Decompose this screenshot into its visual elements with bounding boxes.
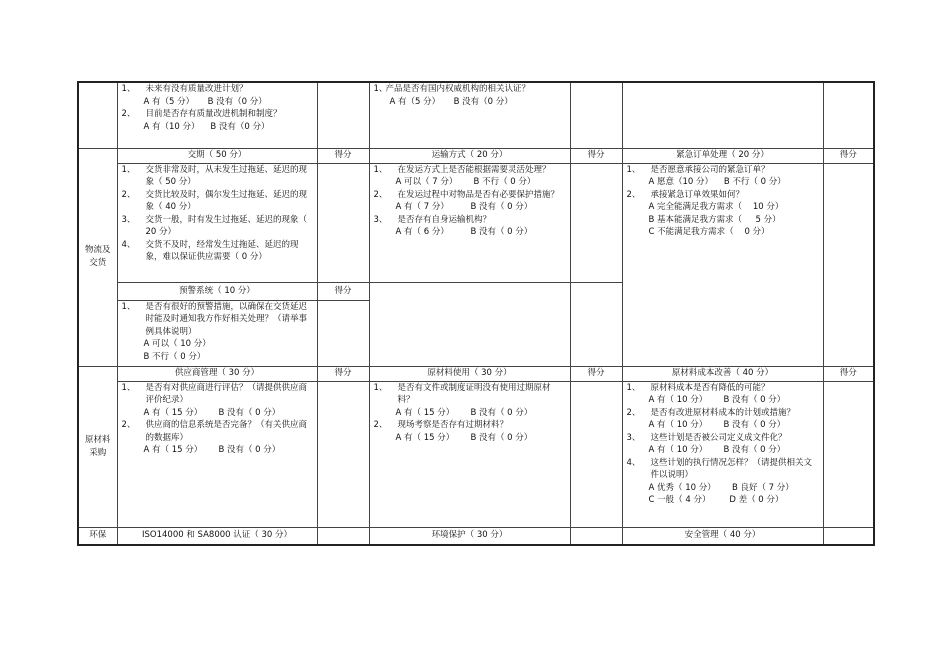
answer-options: A 有（10 分） B 没有（0 分）: [143, 121, 270, 132]
question: 2、 供应商的信息系统是否完备？（有关供应商的数据库）: [121, 420, 308, 443]
answer-options: A 优秀（ 10 分） B 良好（ 7 分） C 一般（ 4 分） D 差（ 0 分）: [648, 482, 794, 505]
score-cell[interactable]: [823, 527, 874, 545]
section-label-environment: 环保: [78, 527, 117, 545]
section-label-logistics: 物流及交货: [78, 148, 117, 366]
answer-options: A 有（ 15 分） B 没有（ 0 分）: [143, 407, 281, 418]
empty-cell: [622, 82, 823, 148]
safety-management-title: 安全管理（ 40 分）: [622, 527, 823, 545]
question: 1、 产品是否有国内权威机构的相关认证？: [373, 84, 531, 94]
question: 2、 交货比较及时，偶尔发生过拖延、延迟的现象（ 40 分）: [121, 189, 308, 212]
transport-title: 运输方式（ 20 分）: [369, 148, 570, 163]
question: 1、 在发运方式上是否能根据需要灵活处理？: [373, 164, 551, 175]
supplier-title: 供应商管理（ 30 分）: [117, 366, 317, 381]
question: 3、 这些计划是否被公司定义成文件化？: [626, 432, 787, 443]
answer-options: A 可以（ 7 分） B 不行（ 0 分）: [395, 177, 536, 187]
answer-options: A 有（ 10 分） B 没有（ 0 分）: [648, 395, 786, 405]
score-cell[interactable]: [317, 527, 369, 545]
environment-row: [78, 527, 874, 545]
score-label: 得分: [317, 148, 369, 163]
score-cell[interactable]: [317, 381, 369, 527]
answer-options: A 有（5 分） B 没有（0 分）: [143, 96, 267, 107]
question: 1、 是否有对供应商进行评估？（请提供供应商评价纪录）: [121, 382, 308, 405]
answer-options: A 完全能满足我方需求（ 10 分） B 基本能满足我方需求（ 5 分） C 不能满足我方需求（ 0 分）: [648, 202, 784, 237]
answer-options: A 愿意（10 分） B 不行（ 0 分）: [648, 177, 786, 187]
transport-cell: [369, 163, 570, 282]
score-label: 得分: [317, 366, 369, 381]
delivery-title: 交期（ 50 分）: [117, 148, 317, 163]
question: 4、 这些计划的执行情况怎样？（请提供相关文件以说明）: [626, 457, 813, 480]
score-cell[interactable]: [570, 381, 622, 527]
material-usage-cell: [369, 381, 570, 527]
supplier-cell: [117, 381, 317, 527]
logistics-header-row: [78, 148, 874, 163]
iso-certification-title: ISO14000 和 SA8000 认证（ 30 分）: [117, 527, 317, 545]
materials-header-row: [78, 366, 874, 381]
score-cell[interactable]: [317, 163, 369, 282]
answer-options: A 有（ 6 分） B 没有（ 0 分）: [395, 227, 533, 237]
warning-cell: [117, 300, 317, 366]
question: 2、 在发运过程中对物品是否有必要保护措施？: [373, 189, 560, 200]
score-label: 得分: [570, 366, 622, 381]
score-cell[interactable]: [570, 82, 622, 148]
question: 2、 是否有改进原材料成本的计划或措施？: [626, 407, 796, 418]
answer-options: A 有（ 15 分） B 没有（ 0 分）: [395, 407, 533, 418]
answer-options: A 有（ 15 分） B 没有（ 0 分）: [395, 432, 533, 443]
environment-protection-title: 环境保护（ 30 分）: [369, 527, 570, 545]
question: 1、 是否有文件或制度证明没有使用过期原材料？: [373, 382, 551, 405]
materials-body-row: [78, 381, 874, 527]
answer-options: A 有（ 10 分） B 没有（ 0 分）: [648, 445, 786, 455]
answer-options: A 有（ 10 分） B 没有（ 0 分）: [648, 420, 786, 430]
answer-options: A 有（ 15 分） B 没有（ 0 分）: [143, 445, 281, 455]
section-cell-empty: [78, 82, 117, 148]
score-cell[interactable]: [823, 163, 874, 366]
answer-options: A 有（5 分） B 没有（0 分）: [389, 96, 513, 107]
evaluation-table: [77, 81, 875, 546]
section-label-materials: 原材料采购: [78, 366, 117, 527]
question: 1、 未来有没有质量改进计划？: [121, 84, 248, 94]
score-label: 得分: [823, 148, 874, 163]
question: 1、 原材料成本是否有降低的可能？: [626, 382, 770, 393]
score-cell[interactable]: [317, 300, 369, 366]
score-label: 得分: [570, 148, 622, 163]
logistics-body-row: [78, 163, 874, 282]
score-cell[interactable]: [823, 381, 874, 527]
certification-cell: [369, 82, 570, 148]
question: 2、 现场考察是否存有过期材料？: [373, 420, 509, 430]
material-usage-title: 原材料使用（ 30 分）: [369, 366, 570, 381]
empty-cell: [369, 282, 570, 366]
question: 4、 交货不及时，经常发生过拖延、延迟的现象，难以保证供应需要（ 0 分）: [121, 239, 299, 262]
score-cell[interactable]: [823, 82, 874, 148]
question: 1、 是否有很好的预警措施，以确保在交货延迟时能及时通知我方作好相关处理？（请举事例具体说明）: [121, 301, 308, 337]
urgent-order-cell: [622, 163, 823, 366]
score-cell[interactable]: [570, 163, 622, 282]
urgent-order-title: 紧急订单处理（ 20 分）: [622, 148, 823, 163]
question: 1、 是否愿意承接公司的紧急订单？: [626, 164, 770, 175]
material-cost-title: 原材料成本改善（ 40 分）: [622, 366, 823, 381]
answer-options: A 有（ 7 分） B 没有（ 0 分）: [395, 202, 533, 212]
answer-options: A 可以（ 10 分） B 不行（ 0 分）: [143, 339, 211, 362]
question: 3、 是否存有自身运输机构？: [373, 214, 492, 225]
question: 2、 目前是否存有质量改进机制和制度？: [121, 109, 282, 119]
material-cost-cell: [622, 381, 823, 527]
quality-improvement-cell: [117, 82, 317, 148]
score-label: 得分: [823, 366, 874, 381]
score-cell[interactable]: [317, 82, 369, 148]
empty-cell: [570, 282, 622, 366]
score-cell[interactable]: [570, 527, 622, 545]
question: 1、 交货非常及时，从未发生过拖延、延迟的现象（ 50 分）: [121, 164, 308, 187]
question: 2、 承接紧急订单效果如何？: [626, 189, 745, 200]
question: 3、 交货一般，时有发生过拖延、延迟的现象（ 20 分）: [121, 214, 308, 237]
score-label: 得分: [317, 282, 369, 300]
warning-title: 预警系统（ 10 分）: [117, 282, 317, 300]
quality-row: [78, 82, 874, 148]
delivery-cell: [117, 163, 317, 282]
